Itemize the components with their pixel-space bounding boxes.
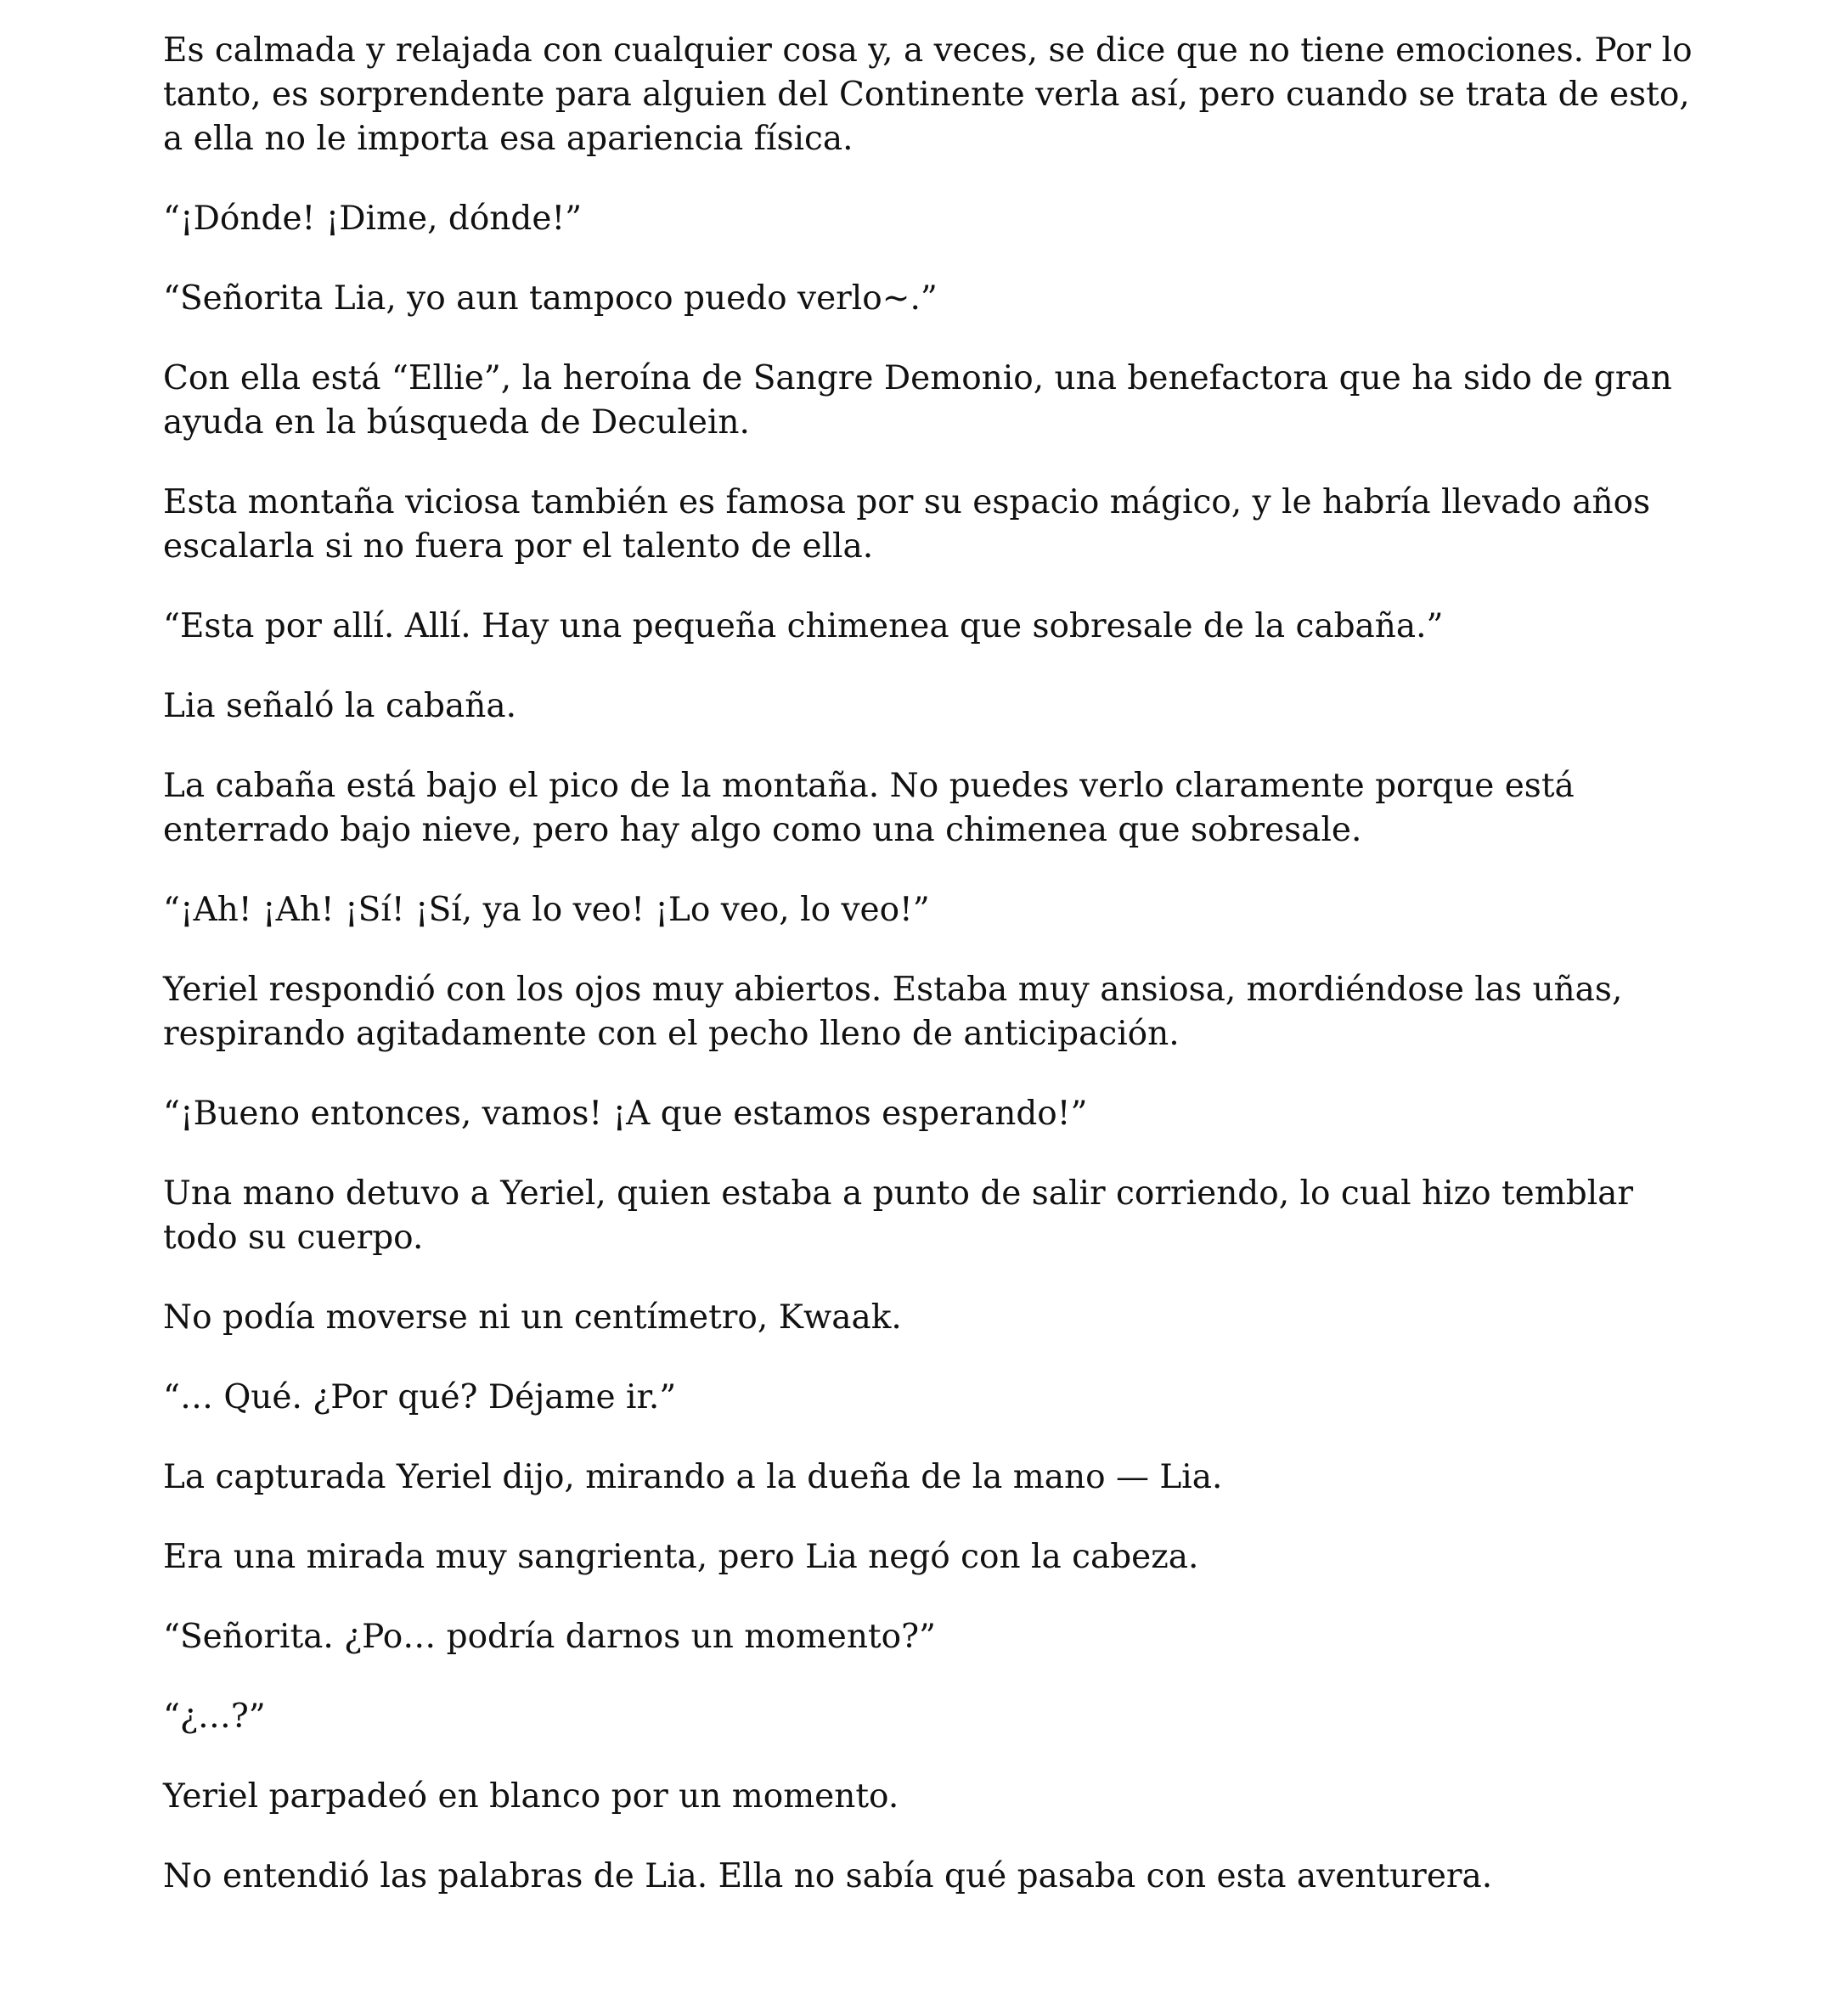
paragraph-2: “¡Dónde! ¡Dime, dónde!” — [163, 200, 583, 238]
paragraph-12: Una mano detuvo a Yeriel, quien estaba a punto de salir corriendo, lo cual hizo temblar todo su cuerpo. — [163, 1174, 1634, 1257]
paragraph-10: Yeriel respondió con los ojos muy abiertos. Estaba muy ansiosa, mordiéndose las uñas, respirando agitadamente con el pecho lleno de anticipación. — [163, 971, 1623, 1053]
paragraph-5: Esta montaña viciosa también es famosa por su espacio mágico, y le habría llevado años escalarla si no fuera por el talento de ella. — [163, 483, 1651, 566]
paragraph-16: Era una mirada muy sangrienta, pero Lia negó con la cabeza. — [163, 1538, 1199, 1576]
paragraph-3: “Señorita Lia, yo aun tampoco puedo verlo~.” — [163, 279, 938, 318]
paragraph-6: “Esta por allí. Allí. Hay una pequeña chimenea que sobresale de la cabaña.” — [163, 607, 1444, 645]
paragraph-20: No entendió las palabras de Lia. Ella no sabía qué pasaba con esta aventurera. — [163, 1857, 1493, 1895]
paragraph-13: No podía moverse ni un centímetro, Kwaak. — [163, 1298, 902, 1337]
paragraph-9: “¡Ah! ¡Ah! ¡Sí! ¡Sí, ya lo veo! ¡Lo veo, lo veo!” — [163, 891, 930, 929]
document-body — [163, 29, 1704, 1899]
paragraph-7: Lia señaló la cabaña. — [163, 687, 517, 725]
paragraph-17: “Señorita. ¿Po… podría darnos un momento?” — [163, 1618, 936, 1656]
paragraph-14: “… Qué. ¿Por qué? Déjame ir.” — [163, 1378, 677, 1416]
paragraph-11: “¡Bueno entonces, vamos! ¡A que estamos esperando!” — [163, 1095, 1088, 1133]
paragraph-19: Yeriel parpadeó en blanco por un momento. — [163, 1777, 899, 1816]
paragraph-8: La cabaña está bajo el pico de la montaña. No puedes verlo claramente porque está enterrado bajo nieve, pero hay algo como una chimenea que sobresale. — [163, 767, 1575, 849]
paragraph-1: Es calmada y relajada con cualquier cosa y, a veces, se dice que no tiene emociones. Por lo tanto, es sorprendente para alguien del Continente verla así, pero cuando se trata de esto, a ella no le importa esa apariencia física. — [163, 31, 1693, 158]
paragraph-15: La capturada Yeriel dijo, mirando a la dueña de la mano — Lia. — [163, 1458, 1223, 1496]
paragraph-18: “¿…?” — [163, 1698, 266, 1736]
paragraph-4: Con ella está “Ellie”, la heroína de Sangre Demonio, una benefactora que ha sido de gran ayuda en la búsqueda de Deculein. — [163, 359, 1672, 442]
